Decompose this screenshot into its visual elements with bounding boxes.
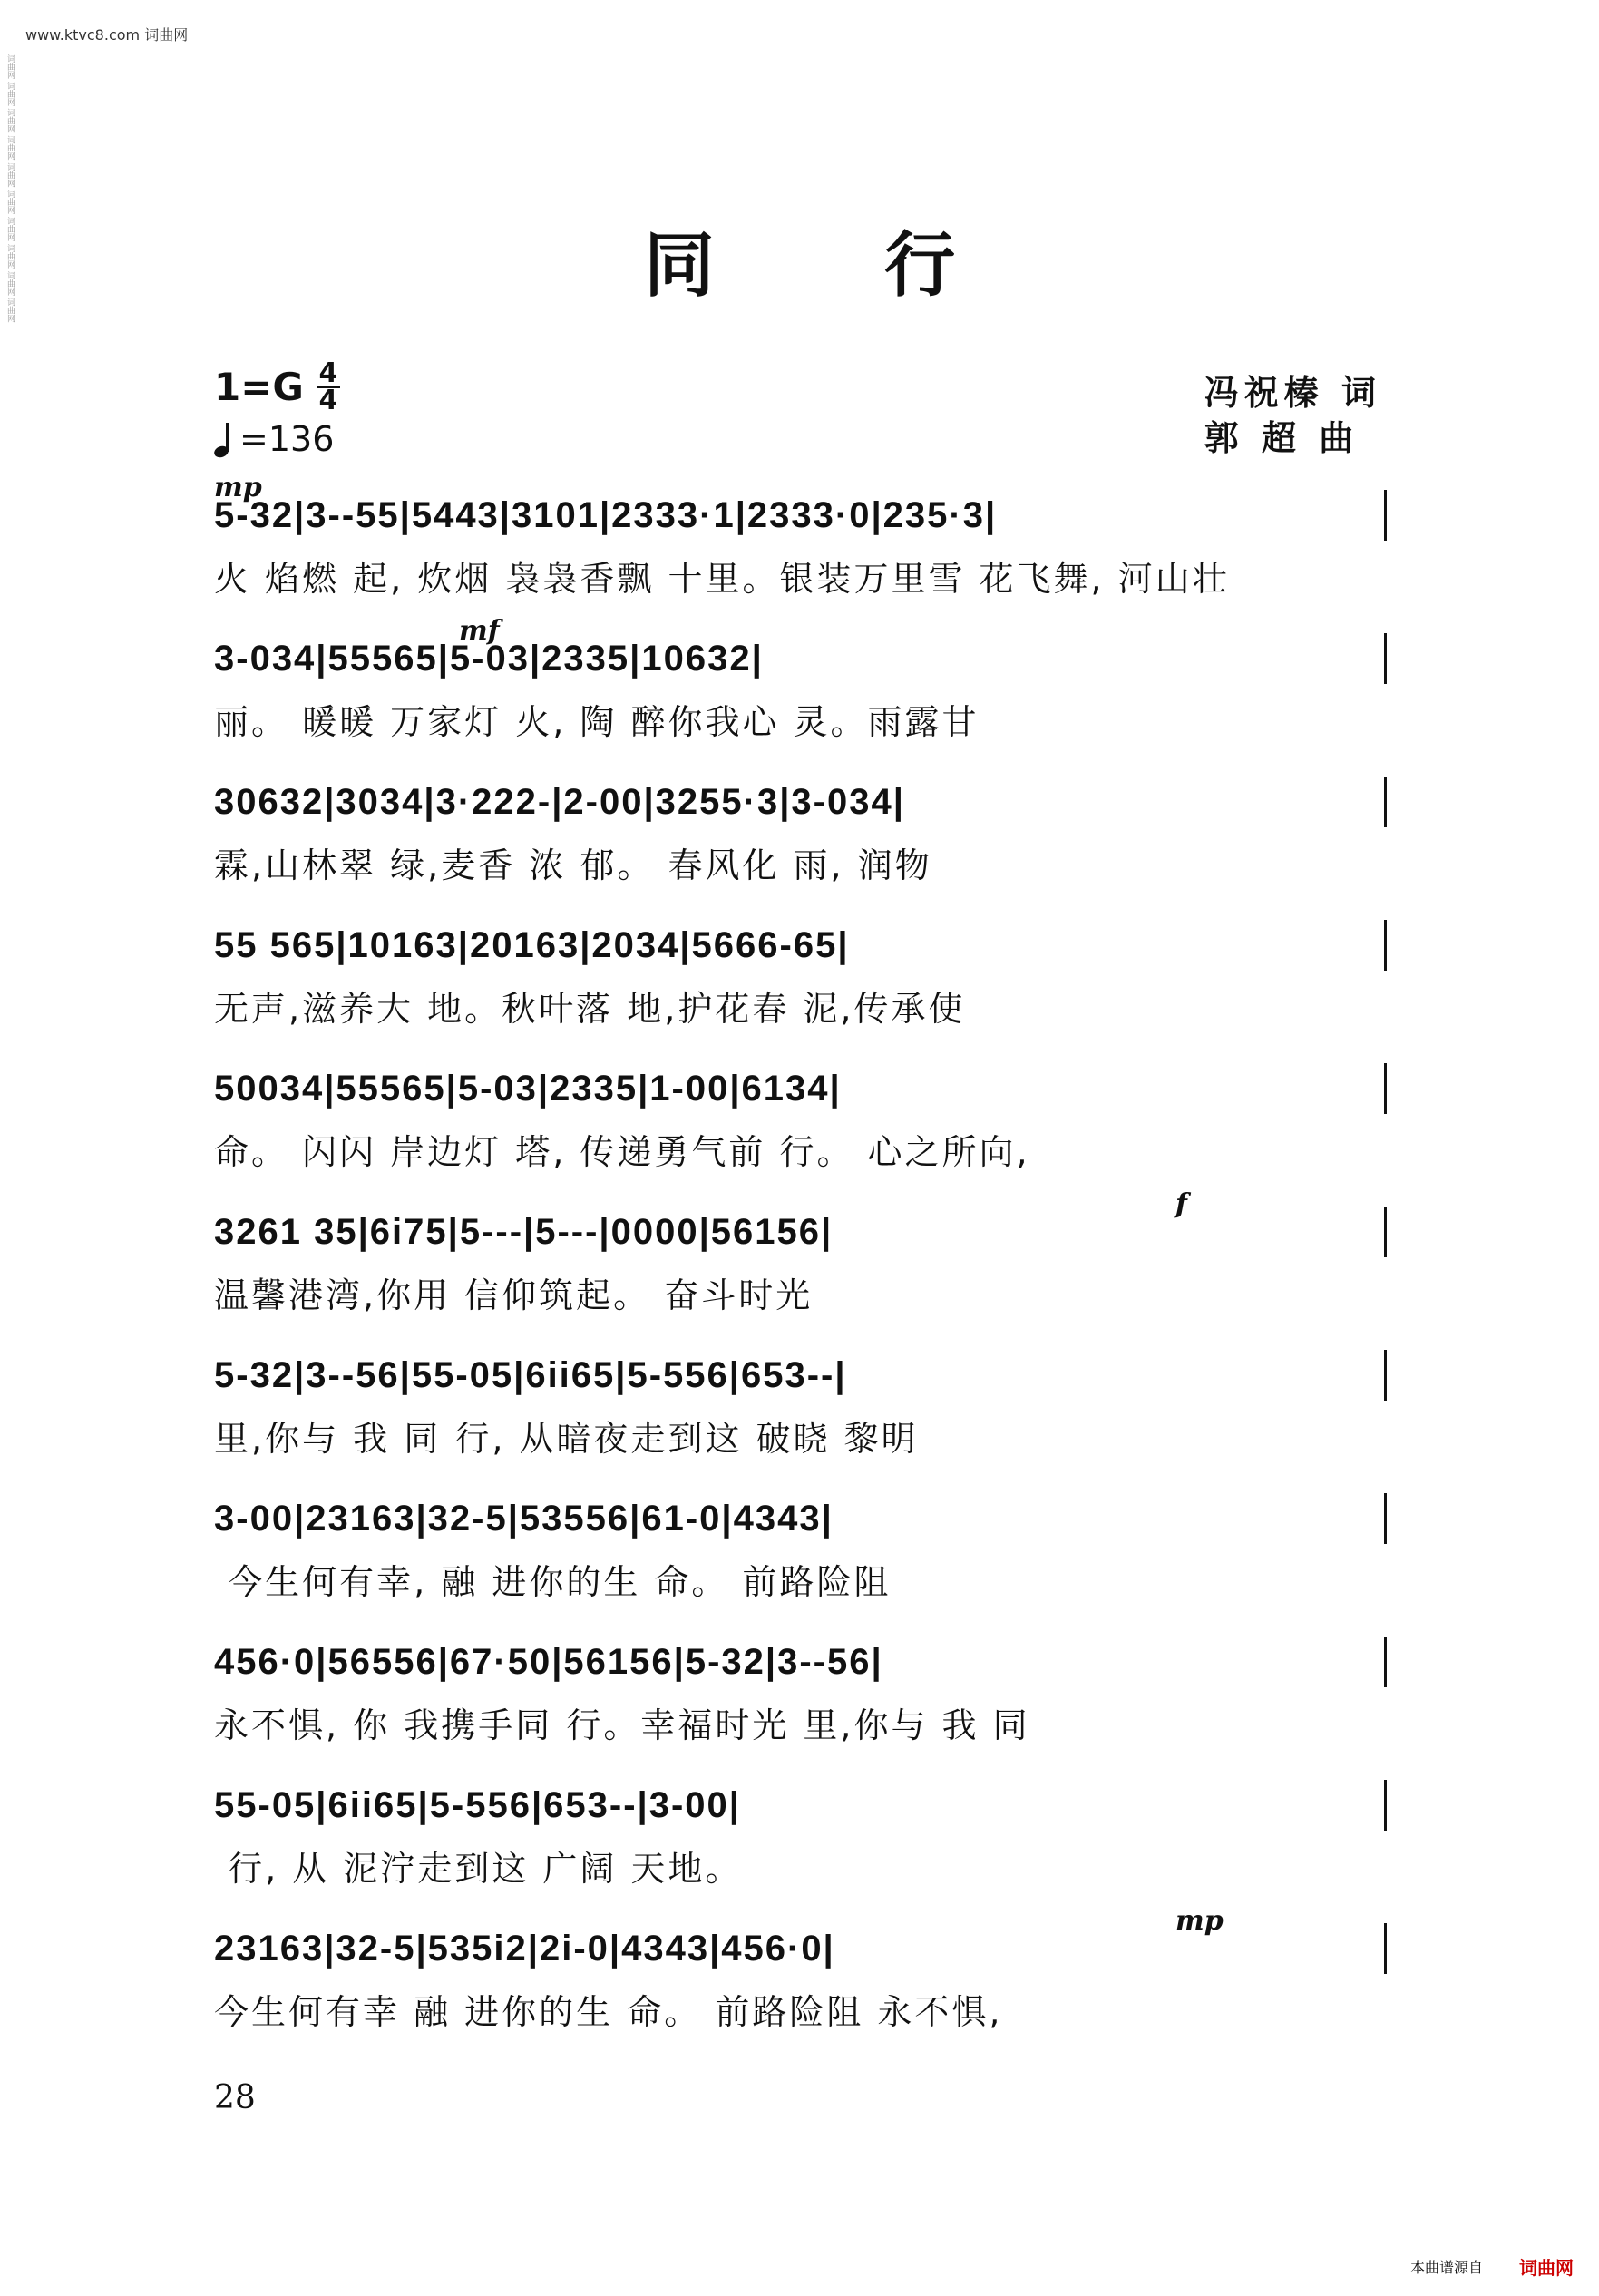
- notation-line: 3261 35|6i75|5---|5---|0000|56156|: [214, 1207, 1387, 1257]
- notation-line: 23163|32-5|535i2|2i-0|4343|456·0|: [214, 1923, 1387, 1974]
- time-beats: 4: [318, 357, 338, 389]
- key-label: 1=G: [214, 365, 304, 409]
- lyricist: 冯祝榛 词: [1204, 373, 1381, 413]
- lyrics-line: 温馨港湾,你用 信仰筑起。 奋斗时光: [214, 1275, 814, 1315]
- lyrics-line: 今生何有幸 融 进你的生 命。 前路险阻 永不惧,: [214, 1992, 1003, 2032]
- score-row: [214, 1637, 1384, 1780]
- score-row: [214, 615, 1384, 777]
- notation-line: 5-32|3--55|5443|3101|2333·1|2333·0|235·3|: [214, 490, 1387, 541]
- notation-line: 3-00|23163|32-5|53556|61-0|4343|: [214, 1493, 1387, 1544]
- footer-brand: 词曲网: [1519, 2257, 1574, 2279]
- footer: [1410, 2253, 1574, 2280]
- dynamic-marking: mf: [459, 615, 500, 647]
- credits: [1204, 370, 1381, 461]
- lyrics-line: 永不惧, 你 我携手同 行。幸福时光 里,你与 我 同: [214, 1705, 1030, 1745]
- notation-line: 30632|3034|3·222-|2-00|3255·3|3-034|: [214, 777, 1387, 827]
- score-row: [214, 1493, 1384, 1637]
- lyrics-line: 霖,山林翠 绿,麦香 浓 郁。 春风化 雨, 润物: [214, 845, 932, 885]
- score-row: [214, 1188, 1384, 1350]
- page-number: 28: [214, 2079, 256, 2116]
- score-row: [214, 1063, 1384, 1207]
- dynamic-marking: f: [1175, 1188, 1187, 1220]
- lyrics-line: 丽。 暖暖 万家灯 火, 陶 醉你我心 灵。雨露甘: [214, 702, 980, 742]
- notation-line: 456·0|56556|67·50|56156|5-32|3--56|: [214, 1637, 1387, 1687]
- composer: 郭 超 曲: [1204, 418, 1360, 458]
- margin-watermark: 词曲网 词曲网 词曲网 词曲网 词曲网 词曲网 词曲网 词曲网 词曲网 词曲网: [5, 54, 15, 323]
- score-row: [214, 777, 1384, 920]
- score-row: [214, 1350, 1384, 1493]
- time-unit: 4: [318, 385, 338, 416]
- score-row: [214, 472, 1384, 633]
- score-row: [214, 1780, 1384, 1923]
- tempo-value: =136: [239, 419, 335, 459]
- lyrics-line: 里,你与 我 同 行, 从暗夜走到这 破晓 黎明: [214, 1419, 919, 1459]
- site-url: www.ktvc8.com 词曲网: [25, 26, 189, 44]
- lyrics-line: 今生何有幸, 融 进你的生 命。 前路险阻: [214, 1562, 892, 1602]
- dynamic-marking: mp: [1175, 1905, 1224, 1937]
- score-row: [214, 920, 1384, 1063]
- notation-line: 50034|55565|5-03|2335|1-00|6134|: [214, 1063, 1387, 1114]
- dynamic-marking: mp: [214, 472, 262, 503]
- notation-line: 55 565|10163|20163|2034|5666-65|: [214, 920, 1387, 971]
- notation-line: 55-05|6ii65|5-556|653--|3-00|: [214, 1780, 1387, 1831]
- quarter-note-icon: [214, 421, 234, 457]
- lyrics-line: 火 焰燃 起, 炊烟 袅袅香飘 十里。银装万里雪 花飞舞, 河山壮: [214, 559, 1230, 599]
- notation-line: 5-32|3--56|55-05|6ii65|5-556|653--|: [214, 1350, 1387, 1401]
- score-body: [214, 472, 1384, 2066]
- lyrics-line: 行, 从 泥泞走到这 广阔 天地。: [214, 1849, 743, 1889]
- footer-source: 本曲谱源自: [1409, 2259, 1483, 2276]
- key-signature: [214, 357, 340, 416]
- tempo: [214, 419, 334, 459]
- notation-line: 3-034|55565|5-03|2335|10632|: [214, 633, 1387, 684]
- score-row: [214, 1905, 1384, 2066]
- time-signature: [317, 357, 340, 416]
- lyrics-line: 无声,滋养大 地。秋叶落 地,护花春 泥,传承使: [214, 989, 966, 1029]
- song-title: 同 行: [643, 224, 1029, 307]
- lyrics-line: 命。 闪闪 岸边灯 塔, 传递勇气前 行。 心之所向,: [214, 1132, 1030, 1172]
